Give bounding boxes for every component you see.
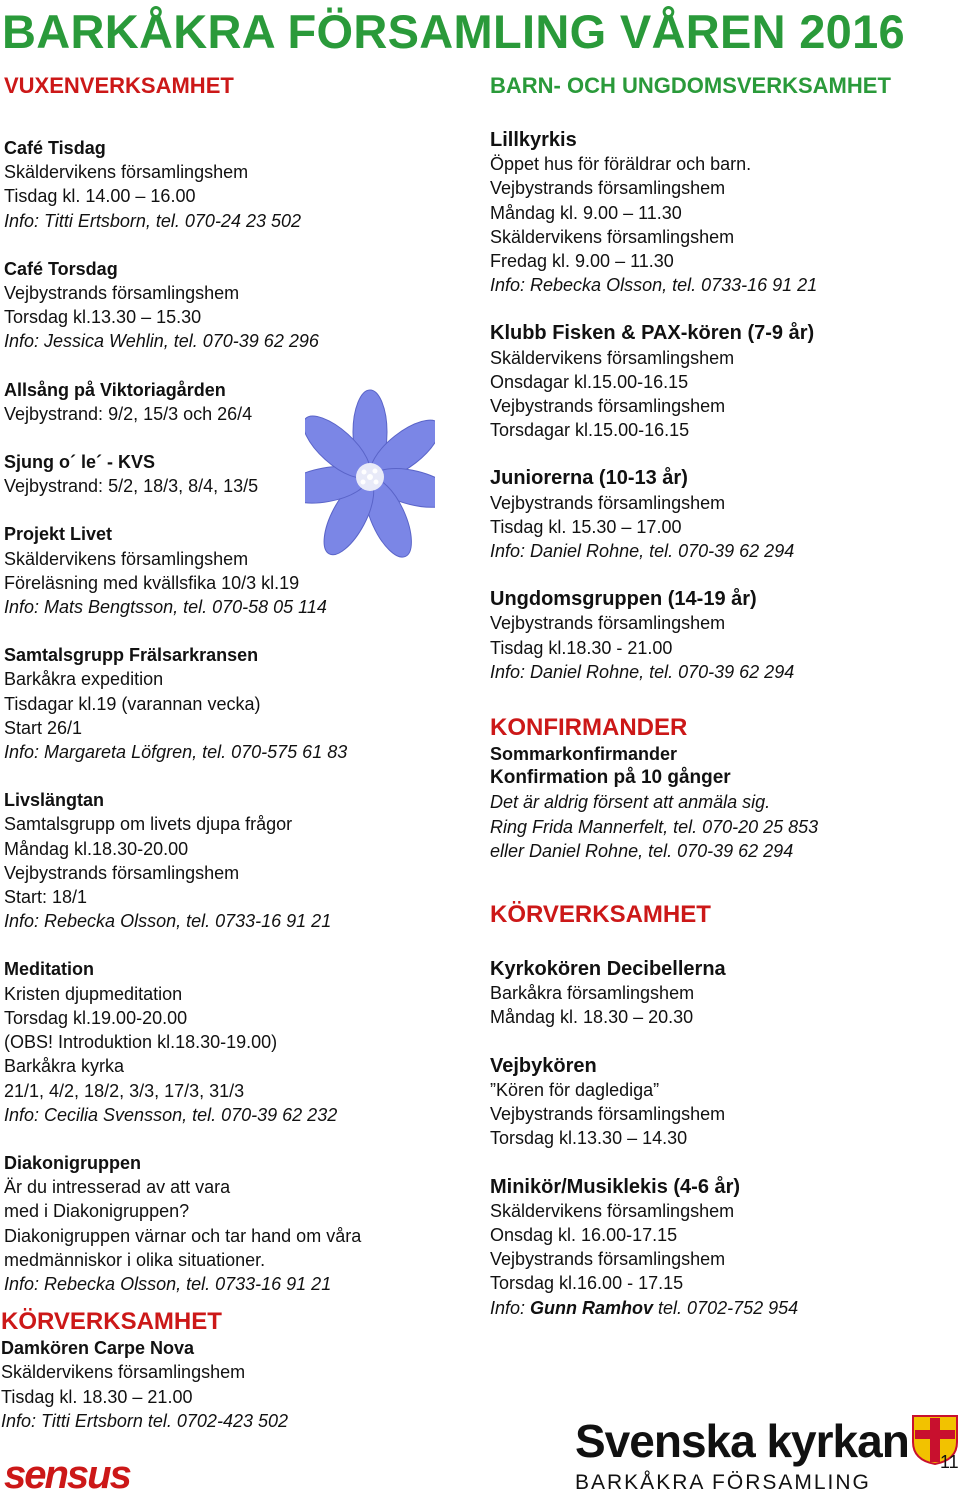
event-location: Skäldervikens församlingshem — [490, 226, 735, 247]
event-title: Sjung o´ le´ - KVS — [4, 452, 155, 473]
event-start: Start: 18/1 — [4, 887, 88, 908]
event-title: Diakonigruppen — [4, 1152, 142, 1173]
event-location: Vejbystrands församlingshem — [490, 178, 726, 199]
event-title: Juniorerna (10-13 år) — [490, 467, 688, 490]
event-location: Barkåkra kyrka — [4, 1056, 125, 1077]
event-time: Tisdagar kl.19 (varannan vecka) — [4, 693, 261, 714]
event-time: Måndag kl. 18.30 – 20.30 — [490, 1007, 694, 1028]
event-time: Onsdag kl. 16.00-17.15 — [490, 1224, 678, 1245]
event-title: Café Tisdag — [4, 138, 106, 158]
event-description: Kristen djupmeditation — [4, 983, 183, 1004]
event-title: Samtalsgrupp Frälsarkransen — [4, 645, 259, 666]
event-vejbykoren — [490, 1054, 955, 1151]
event-info: Info: Rebecka Olsson, tel. 0733-16 91 21 — [490, 275, 818, 296]
event-location: Barkåkra expedition — [4, 669, 164, 690]
event-info: Info: Margareta Löfgren, tel. 070-575 61 83 — [4, 742, 348, 763]
event-info: eller Daniel Rohne, tel. 070-39 62 294 — [490, 840, 794, 861]
event-time: Torsdag kl.13.30 – 15.30 — [4, 307, 202, 328]
event-description: Är du intresserad av att vara — [4, 1177, 231, 1198]
event-time: Tisdag kl. 18.30 – 21.00 — [1, 1386, 193, 1407]
event-cafe-tisdag — [4, 136, 474, 233]
svenska-kyrkan-wordmark: Svenska kyrkan — [575, 1415, 909, 1467]
event-title: Ungdomsgruppen (14-19 år) — [490, 588, 757, 611]
event-info — [490, 1296, 955, 1320]
event-time: Torsdag kl.16.00 - 17.15 — [490, 1273, 684, 1294]
event-time: Torsdagar kl.15.00-16.15 — [490, 420, 690, 441]
event-title: Café Torsdag — [4, 258, 118, 279]
event-minikor — [490, 1175, 955, 1320]
event-title: Minikör/Musiklekis (4-6 år) — [490, 1175, 741, 1198]
event-title: Kyrkokören Decibellerna — [490, 958, 726, 981]
event-info: Info: Daniel Rohne, tel. 070-39 62 294 — [490, 661, 795, 682]
info-contact-name: Gunn Ramhov — [530, 1297, 654, 1318]
event-time: Torsdag kl.19.00-20.00 — [4, 1007, 188, 1028]
event-info: Info: Titti Ertsborn, tel. 070-24 23 502 — [4, 210, 302, 231]
event-location: Skäldervikens församlingshem — [1, 1362, 246, 1383]
event-carpe-nova — [1, 1336, 474, 1433]
page-number: 11 — [940, 1452, 959, 1472]
event-livslangtan — [4, 788, 474, 933]
event-description: ”Kören för daglediga” — [490, 1079, 660, 1100]
event-diakonigruppen — [4, 1151, 474, 1296]
event-info: Info: Rebecka Olsson, tel. 0733-16 91 21 — [4, 1273, 332, 1294]
event-title: Meditation — [4, 959, 94, 980]
event-note: (OBS! Introduktion kl.18.30-19.00) — [4, 1032, 278, 1053]
event-dates: Vejbystrand: 5/2, 18/3, 8/4, 13/5 — [4, 476, 259, 497]
event-info: Info: Daniel Rohne, tel. 070-39 62 294 — [490, 541, 795, 562]
event-title: Lillkyrkis — [490, 129, 577, 151]
page-title: BARKÅKRA FÖRSAMLING VÅREN 2016 — [2, 5, 905, 58]
event-cafe-torsdag — [4, 257, 474, 354]
barkakra-forsamling-wordmark: BARKÅKRA FÖRSAMLING — [575, 1471, 871, 1494]
info-prefix: Info: — [490, 1297, 531, 1318]
event-info: Info: Rebecka Olsson, tel. 0733-16 91 21 — [4, 911, 332, 932]
event-location: Skäldervikens församlingshem — [4, 162, 249, 183]
event-location: Skäldervikens församlingshem — [490, 1200, 735, 1221]
event-time: Föreläsning med kvällsfika 10/3 kl.19 — [4, 572, 300, 593]
section-heading-konfirmander: KONFIRMANDER — [490, 714, 688, 742]
section-heading-korverksamhet-right: KÖRVERKSAMHET — [490, 901, 711, 929]
event-info: Info: Jessica Wehlin, tel. 070-39 62 296 — [4, 331, 319, 352]
event-decibellerna — [490, 957, 955, 1030]
event-location: Skäldervikens församlingshem — [4, 548, 249, 569]
event-meditation — [4, 957, 474, 1126]
event-juniorerna — [490, 466, 955, 563]
event-time: Fredag kl. 9.00 – 11.30 — [490, 251, 674, 272]
adult-activities-column — [1, 72, 474, 1433]
event-location: Vejbystrands församlingshem — [490, 492, 726, 513]
event-ungdomsgruppen — [490, 587, 955, 684]
event-time: Tisdag kl.18.30 - 21.00 — [490, 637, 673, 658]
event-time: Tisdag kl. 14.00 – 16.00 — [4, 186, 196, 207]
event-title: Livslängtan — [4, 790, 105, 811]
event-location: Vejbystrands församlingshem — [4, 283, 240, 304]
event-info: Ring Frida Mannerfelt, tel. 070-20 25 853 — [490, 816, 819, 837]
event-location: Vejbystrands församlingshem — [490, 1104, 726, 1125]
event-info: Info: Cecilia Svensson, tel. 070-39 62 232 — [4, 1104, 338, 1125]
event-note: Det är aldrig försent att anmäla sig. — [490, 792, 771, 813]
hepatica-flower-icon — [305, 382, 435, 567]
event-location: Vejbystrands församlingshem — [490, 1249, 726, 1270]
event-title: Projekt Livet — [4, 524, 113, 545]
event-title: Allsång på Viktoriagården — [4, 379, 226, 400]
event-time: Torsdag kl.13.30 – 14.30 — [490, 1128, 688, 1149]
event-dates: Vejbystrand: 9/2, 15/3 och 26/4 — [4, 403, 253, 424]
event-location: Vejbystrands församlingshem — [490, 613, 726, 634]
event-dates: 21/1, 4/2, 18/2, 3/3, 17/3, 31/3 — [4, 1080, 245, 1101]
event-location: Vejbystrands församlingshem — [4, 862, 240, 883]
sensus-logo-text: sensus — [4, 1455, 130, 1495]
section-heading-korverksamhet-left: KÖRVERKSAMHET — [1, 1308, 222, 1336]
event-location: Vejbystrands församlingshem — [490, 396, 726, 417]
event-title: Damkören Carpe Nova — [1, 1338, 195, 1359]
event-description: Samtalsgrupp om livets djupa frågor — [4, 814, 293, 835]
event-info: Info: Titti Ertsborn tel. 0702-423 502 — [1, 1410, 289, 1431]
event-time: Onsdagar kl.15.00-16.15 — [490, 371, 689, 392]
event-title: Sommarkonfirmander — [490, 744, 678, 765]
info-phone: tel. 0702-752 954 — [653, 1297, 799, 1318]
event-description: med i Diakonigruppen? — [4, 1201, 190, 1222]
event-title: Vejbykören — [490, 1054, 597, 1077]
event-subtitle: Konfirmation på 10 gånger — [490, 767, 731, 789]
event-klubb-fisken — [490, 321, 955, 442]
section-heading-vuxenverksamhet: VUXENVERKSAMHET — [4, 73, 234, 98]
event-samtalsgrupp — [4, 643, 474, 764]
event-description: medmänniskor i olika situationer. — [4, 1249, 266, 1270]
svenska-kyrkan-logo — [575, 1414, 960, 1499]
event-info: Info: Mats Bengtsson, tel. 070-58 05 114 — [4, 597, 327, 618]
event-description: Öppet hus för föräldrar och barn. — [490, 154, 752, 175]
event-lillkyrkis — [490, 128, 955, 297]
event-time: Tisdag kl. 15.30 – 17.00 — [490, 516, 682, 537]
event-location: Skäldervikens församlingshem — [490, 347, 735, 368]
event-location: Barkåkra församlingshem — [490, 983, 695, 1004]
sensus-logo — [4, 1455, 154, 1495]
event-start: Start 26/1 — [4, 717, 83, 738]
event-time: Måndag kl.18.30-20.00 — [4, 838, 189, 859]
event-konfirmander — [490, 742, 955, 863]
youth-activities-column — [490, 72, 955, 1320]
event-time: Måndag kl. 9.00 – 11.30 — [490, 202, 682, 223]
event-title: Klubb Fisken & PAX-kören (7-9 år) — [490, 322, 815, 345]
event-description: Diakonigruppen värnar och tar hand om våra — [4, 1225, 362, 1246]
section-heading-barn-ungdom: BARN- OCH UNGDOMSVERKSAMHET — [490, 73, 891, 98]
